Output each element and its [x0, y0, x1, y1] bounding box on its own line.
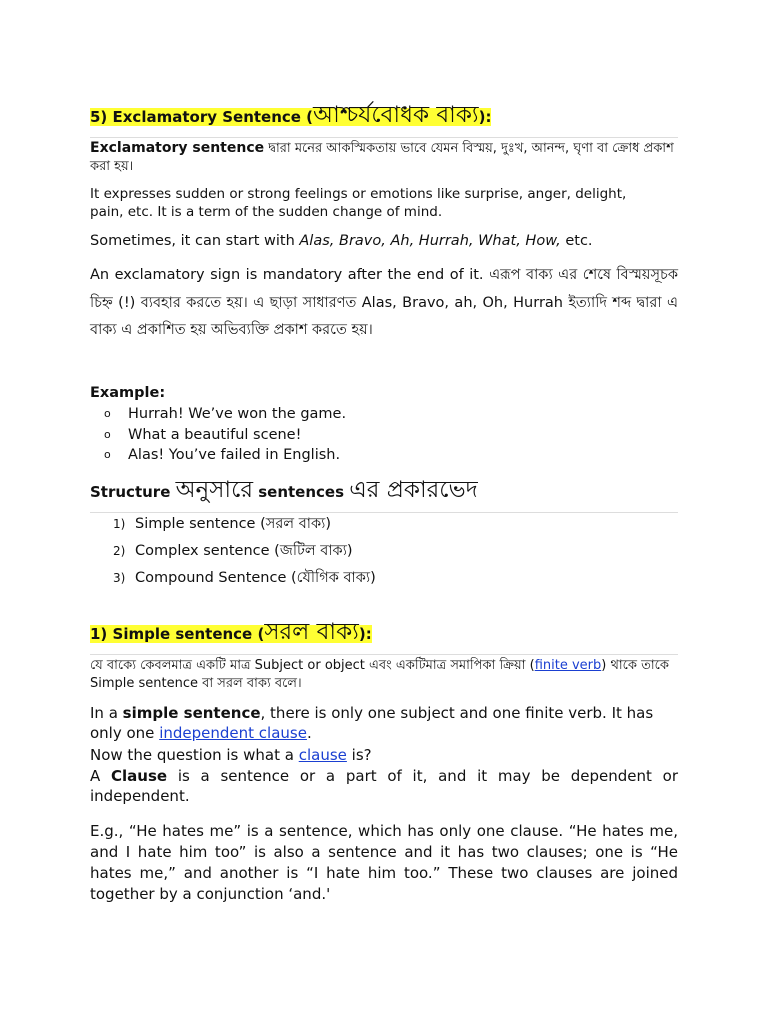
- heading-text: 5) Exclamatory Sentence (: [90, 108, 314, 126]
- question-text-2: is?: [346, 746, 372, 764]
- intro-bold: Exclamatory sentence: [90, 140, 265, 156]
- clause-bold: Clause: [111, 767, 168, 785]
- item-text: Complex sentence (: [135, 543, 280, 559]
- structure-bangla: অনুসারে: [175, 477, 253, 503]
- list-item: [90, 565, 678, 592]
- list-number: 2): [113, 544, 126, 558]
- exclamatory-start-words: [90, 231, 678, 251]
- example-text: Alas! You’ve failed in English.: [128, 447, 341, 463]
- item-close: ): [346, 543, 353, 559]
- item-bangla: যৌগিক বাক্য: [296, 570, 371, 586]
- simple-sentence-heading: [90, 613, 678, 655]
- item-bangla: জটিল বাক্য: [279, 543, 347, 559]
- start-italic: Alas, Bravo, Ah, Hurrah, What, How,: [299, 233, 561, 249]
- independent-clause-link[interactable]: independent clause: [159, 724, 307, 742]
- list-item: [90, 445, 678, 466]
- list-number: 3): [113, 571, 126, 585]
- list-item: [90, 511, 678, 538]
- structure-heading: [90, 471, 678, 513]
- item-close: ): [325, 516, 332, 532]
- bullet: o: [104, 407, 111, 420]
- intro-text: যে বাক্যে কেবলমাত্র একটি মাত্র Subject or object এবং একটিমাত্র সমাপিকা ক্রিয়া (: [90, 658, 535, 673]
- clause-example: E.g., “He hates me” is a sentence, which has only one clause. “He hates me, and I hate him too” is also a sentence and it has two clauses; one is “He hates me,” and another is “I hate him too.” These two clauses are joined together by a conjunction ‘and.': [90, 822, 678, 903]
- def-text-2: , there is only one subject and one finite verb. It has only one: [90, 704, 654, 742]
- list-item: [90, 538, 678, 565]
- clause-question: [90, 745, 678, 765]
- exclamatory-heading: [90, 96, 678, 138]
- simple-intro-bangla: [90, 657, 678, 693]
- example-label: Example:: [90, 385, 166, 401]
- list-item: [90, 404, 678, 425]
- example-text: Hurrah! We’ve won the game.: [128, 406, 347, 422]
- intro-text-2: ) থাকে তাকে Simple sentence বা সরল বাক্য বলে।: [90, 658, 669, 691]
- bullet: o: [104, 448, 111, 461]
- heading-suffix: ):: [478, 108, 492, 126]
- clause-text: A: [90, 767, 112, 785]
- clause-text-2: is a sentence or a part of it, and it may be dependent or independent.: [90, 767, 679, 805]
- clause-definition: [90, 766, 678, 806]
- heading-suffix: ):: [358, 625, 372, 643]
- intro-rest: দ্বারা মনের আকস্মিকতায় ভাবে যেমন বিস্ময়, দুঃখ, আনন্দ, ঘৃণা বা ক্রোধ প্রকাশ করা হয়।: [90, 141, 674, 174]
- item-text: Compound Sentence (: [135, 570, 297, 586]
- heading-text: 1) Simple sentence (: [90, 625, 265, 643]
- clause-link[interactable]: clause: [298, 746, 347, 764]
- item-close: ): [370, 570, 376, 586]
- def-text-3: .: [306, 724, 312, 742]
- finite-verb-link[interactable]: finite verb: [534, 658, 602, 673]
- heading-bangla: আশ্চর্যবোধক বাক্য: [313, 102, 479, 128]
- structure-list: [90, 511, 678, 592]
- exclamatory-sign-para: An exclamatory sign is mandatory after the end of it. এরূপ বাক্য এর শেষে বিস্ময়সূচক চিহ্ন (!) ব্যবহার করতে হয়। এ ছাড়া সাধারণত Alas, Bravo, ah, Oh, Hurrah ইত্যাদি শব্দ দ্বারা এ বাক্য এ প্রকাশিত হয় অভিব্যক্তি প্রকাশ করতে হয়।: [90, 267, 678, 338]
- exclamatory-english-desc: It expresses sudden or strong feelings or emotions like surprise, anger, delight, pain, etc. It is a term of the sudden change of mind.: [90, 186, 627, 220]
- simple-definition: [90, 703, 678, 743]
- start-suffix: etc.: [560, 233, 593, 249]
- structure-label-2: sentences: [253, 483, 350, 501]
- example-list: [90, 404, 678, 466]
- bullet: o: [104, 427, 111, 441]
- example-text: What a beautiful scene!: [128, 426, 302, 443]
- def-text: In a: [90, 704, 123, 722]
- structure-label: Structure: [90, 483, 176, 501]
- def-bold: simple sentence: [122, 704, 261, 722]
- heading-bangla: সরল বাক্য: [264, 619, 359, 645]
- item-bangla: সরল বাক্য: [265, 516, 326, 532]
- list-item: [90, 425, 678, 446]
- start-prefix: Sometimes, it can start with: [90, 233, 300, 249]
- question-text: Now the question is what a: [90, 746, 299, 764]
- list-number: 1): [113, 517, 126, 531]
- item-text: Simple sentence (: [135, 516, 266, 532]
- structure-bangla-2: এর প্রকারভেদ: [349, 477, 478, 503]
- exclamatory-intro-bangla: [90, 139, 678, 176]
